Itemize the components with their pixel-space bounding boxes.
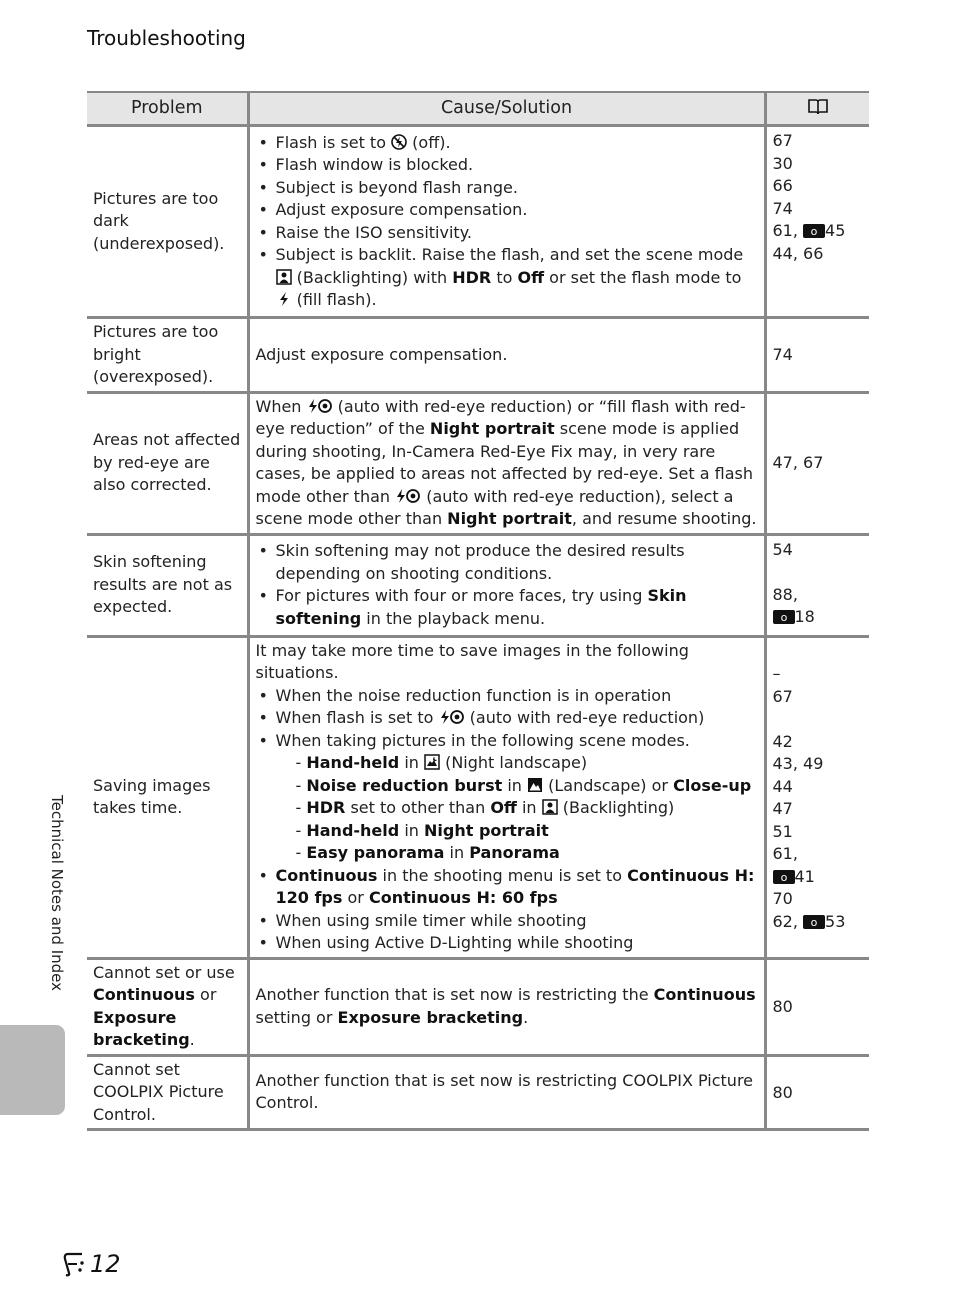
problem-cell: Pictures are too bright (overexposed). bbox=[87, 318, 248, 393]
cause-cell: It may take more time to save images in the following situations. • When the noise reduction function is in operation • When flash is set to (auto with red-eye reduction) • When taking pictures in the following scene modes. - Hand-held in (Night landscape) - Noise reduction burst in (Landscape) or Close-up - HDR set to other than Off in (Backlighting) - Hand-held in Night portrait - Easy panorama in Panorama • Continuous in the shooting menu is set to Continuous H: 120 fps or Continuous H: 60 fps • When using smile timer while shooting • When using Active D-Lighting while shooting bbox=[248, 636, 765, 958]
table-row bbox=[87, 1055, 869, 1130]
reference-cell: 74 bbox=[765, 318, 869, 393]
backlighting-icon bbox=[542, 799, 558, 815]
sub-item: - Hand-held in Night portrait bbox=[295, 820, 549, 840]
problem-cell: Saving images takes time. bbox=[87, 636, 248, 958]
table-row bbox=[87, 126, 869, 318]
list-item: • Raise the ISO sensitivity. bbox=[256, 222, 758, 245]
reference-cell: 80 bbox=[765, 958, 869, 1055]
fill-flash-icon bbox=[276, 291, 292, 307]
svg-text:o: o bbox=[780, 611, 787, 624]
svg-text:o: o bbox=[810, 915, 818, 929]
reference-cell: 80 bbox=[765, 1055, 869, 1130]
list-item: • Flash window is blocked. bbox=[256, 154, 758, 177]
troubleshooting-table bbox=[87, 91, 869, 1131]
section-tab bbox=[0, 1025, 65, 1115]
list-item: • Continuous in the shooting menu is set to Continuous H: 120 fps or Continuous H: 60 fps bbox=[256, 865, 758, 910]
table-row bbox=[87, 636, 869, 958]
list-item: • When the noise reduction function is in operation bbox=[256, 685, 758, 708]
reference-icon bbox=[773, 610, 795, 624]
cause-cell: Another function that is set now is restricting the Continuous setting or Exposure bracketing. bbox=[248, 958, 765, 1055]
table-header-row bbox=[87, 92, 869, 126]
problem-cell: Cannot set or use Continuous or Exposure bracketing. bbox=[87, 958, 248, 1055]
reference-cell: 47, 67 bbox=[765, 392, 869, 534]
problem-cell: Pictures are too dark (underexposed). bbox=[87, 126, 248, 318]
reference-cell: – 67 42 43, 49 44 47 51 61, o 41 70 62, o 53 bbox=[765, 636, 869, 958]
sub-item: - Easy panorama in Panorama bbox=[295, 843, 560, 862]
svg-text:o: o bbox=[780, 870, 787, 884]
reference-cell: 67 30 66 74 61, o 45 44, 66 bbox=[765, 126, 869, 318]
reference-icon bbox=[803, 224, 825, 238]
cause-cell bbox=[248, 534, 765, 636]
problem-cell: Areas not affected by red-eye are also corrected. bbox=[87, 392, 248, 534]
problem-cell: Skin softening results are not as expected. bbox=[87, 534, 248, 636]
table-row bbox=[87, 392, 869, 534]
auto-red-eye-icon bbox=[307, 398, 333, 414]
list-item: • When using smile timer while shooting bbox=[256, 910, 758, 933]
night-landscape-icon bbox=[424, 754, 440, 770]
landscape-icon bbox=[527, 777, 543, 793]
page-title: Troubleshooting bbox=[87, 26, 246, 50]
list-item: • Flash is set to (off). bbox=[256, 132, 758, 155]
list-item: • Subject is beyond flash range. bbox=[256, 177, 758, 200]
sub-item: - Hand-held in (Night landscape) bbox=[295, 753, 588, 772]
list-item: • For pictures with four or more faces, try using Skin softening in the playback menu. bbox=[256, 585, 758, 630]
column-header-problem: Problem bbox=[87, 92, 248, 126]
reference-icon bbox=[803, 915, 825, 929]
list-item: • Skin softening may not produce the desired results depending on shooting conditions. bbox=[256, 540, 758, 585]
list-item: • When using Active D-Lighting while shooting bbox=[256, 932, 758, 955]
table-row bbox=[87, 534, 869, 636]
list-item: • When flash is set to (auto with red-eye reduction) bbox=[256, 707, 758, 730]
problem-cell: Cannot set COOLPIX Picture Control. bbox=[87, 1055, 248, 1130]
cause-cell: Adjust exposure compensation. bbox=[248, 318, 765, 393]
column-header-reference bbox=[765, 92, 869, 126]
auto-red-eye-icon bbox=[395, 488, 421, 504]
table-row bbox=[87, 958, 869, 1055]
sub-item: - Noise reduction burst in (Landscape) or Close-up bbox=[295, 775, 752, 795]
section-label: Technical Notes and Index bbox=[48, 795, 66, 992]
sub-item: - HDR set to other than Off in (Backlighting) bbox=[295, 798, 675, 817]
cause-cell: Another function that is set now is restricting COOLPIX Picture Control. bbox=[248, 1055, 765, 1130]
list-item: • When taking pictures in the following scene modes. - Hand-held in (Night landscape) - Noise reduction burst in (Landscape) or Close-up - HDR set to other than Off in (Backlighting) - Hand-held in Night portrait - Easy panorama in Panorama bbox=[256, 730, 758, 865]
list-item: • Subject is backlit. Raise the flash, and set the scene mode (Backlighting) with HDR to Off or set the flash mode to (fill flash). bbox=[256, 244, 758, 312]
reference-icon bbox=[773, 870, 795, 884]
auto-red-eye-icon bbox=[439, 709, 465, 725]
book-icon bbox=[807, 98, 829, 116]
cause-cell bbox=[248, 126, 765, 318]
list-item: • Adjust exposure compensation. bbox=[256, 199, 758, 222]
feature-section-icon bbox=[60, 1251, 88, 1277]
cause-cell: When (auto with red-eye reduction) or “fill flash with red-eye reduction” of the Night portrait scene mode is applied during shooting, In-Camera Red-Eye Fix may, in very rare cases, be applied to areas not affected by red-eye. Set a flash mode other than (auto with red-eye reduction), select a scene mode other than Night portrait, and resume shooting. bbox=[248, 392, 765, 534]
column-header-cause: Cause/Solution bbox=[248, 92, 765, 126]
svg-text:o: o bbox=[810, 225, 818, 238]
backlighting-icon bbox=[276, 269, 292, 285]
page-number: 12 bbox=[60, 1250, 121, 1278]
table-row bbox=[87, 318, 869, 393]
reference-cell: 54 88, o 18 bbox=[765, 534, 869, 636]
flash-off-icon bbox=[391, 134, 407, 150]
